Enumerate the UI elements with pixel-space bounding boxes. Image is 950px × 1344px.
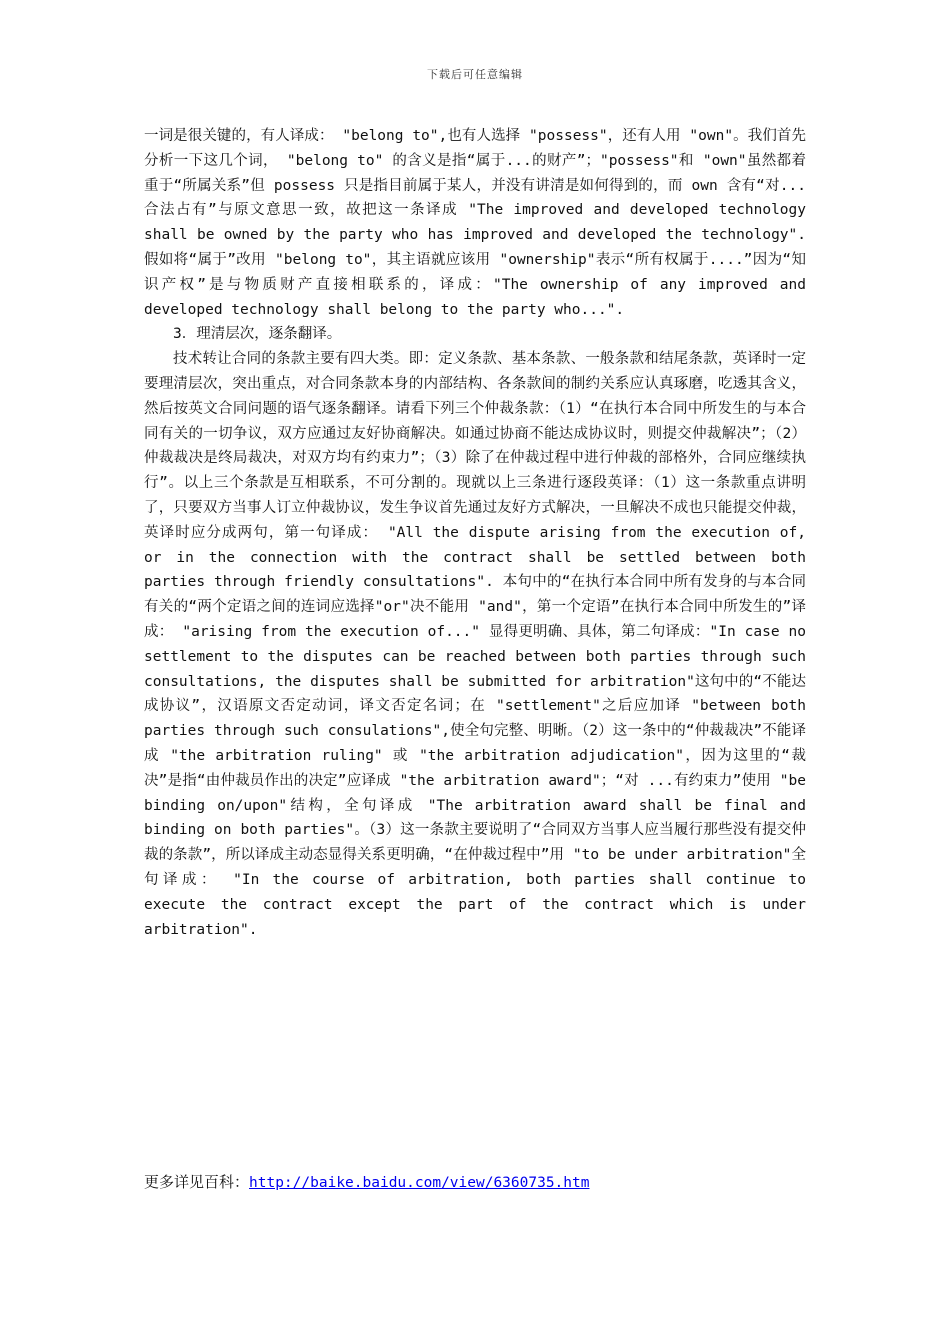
body-text: [144, 124, 806, 942]
paragraph-arbitration: 技术转让合同的条款主要有四大类。即：定义条款、基本条款、一般条款和结尾条款，英译时一定要理清层次，突出重点，对合同条款本身的内部结构、各条款间的制约关系应认真琢磨，吃透其含义，然后按英文合同问题的语气逐条翻译。请看下列三个仲裁条款：（1）“在执行本合同中所发生的与本合同有关的一切争议，双方应通过友好协商解决。如通过协商不能达成协议时，则提交仲裁解决”；（2）仲裁裁决是终局裁决，对双方均有约束力”；（3）除了在仲裁过程中进行仲裁的部格外，合同应继续执行”。以上三个条款是互相联系，不可分割的。现就以上三条进行逐段英译：（1）这一条款重点讲明了，只要双方当事人订立仲裁协议，发生争议首先通过友好方式解决，一旦解决不成也只能提交仲裁，英译时应分成两句，第一句译成： "All the dispute arising from the execution of, or in the connection with the contract shall be settled between both parties through friendly consultations". 本句中的“在执行本合同中所有发身的与本合同有关的“两个定语之间的连词应选择"or"决不能用 "and"，第一个定语”在执行本合同中所发生的”译成： "arising from the execution of..." 显得更明确、具体，第二句译成："In case no settlement to the disputes can be reached between both parties through such consultations, the disputes shall be submitted for arbitration"这句中的“不能达成协议”，汉语原文否定动词，译文否定名词；在 "settlement"之后应加译 "between both parties through such consulations",使全句完整、明晰。（2）这一条中的“仲裁裁决”不能译成 "the arbitration ruling" 或 "the arbitration adjudication"，因为这里的“裁决”是指“由仲裁员作出的决定”应译成 "the arbitration award"；“对 ...有约束力”使用 "be binding on/upon"结构，全句译成 "The arbitration award shall be final and binding on both parties"。（3）这一条款主要说明了“合同双方当事人应当履行那些没有提交仲裁的条款”，所以译成主动态显得关系更明确，“在仲裁过程中”用 "to be under arbitration"全句译成： "In the course of arbitration, both parties shall continue to execute the contract except the part of the contract which is under arbitration".: [144, 351, 806, 938]
baike-link[interactable]: http://baike.baidu.com/view/6360735.htm: [249, 1175, 590, 1191]
paragraph-ownership: 一词是很关键的，有人译成： "belong to",也有人选择 "possess"，还有人用 "own"。我们首先分析一下这几个词， "belong to" 的含义是指“属于...的财产”；"possess"和 "own"虽然都着重于“所属关系”但 possess 只是指目前属于某人，并没有讲清是如何得到的，而 own 含有“对...合法占有”与原文意思一致，故把这一条译成 "The improved and developed technology shall be owned by the party who has improved and developed the technology". 假如将“属于”改用 "belong to"，其主语就应该用 "ownership"表示“所有权属于....”因为“知识产权”是与物质财产直接相联系的，译成："The ownership of any improved and developed technology shall belong to the party who...".: [144, 128, 806, 318]
footer-reference: [144, 1170, 589, 1195]
section-heading: 3．理清层次，逐条翻译。: [173, 326, 342, 343]
header-note: 下载后可任意编辑: [427, 68, 523, 81]
footer-label: 更多详见百科：: [144, 1173, 250, 1191]
